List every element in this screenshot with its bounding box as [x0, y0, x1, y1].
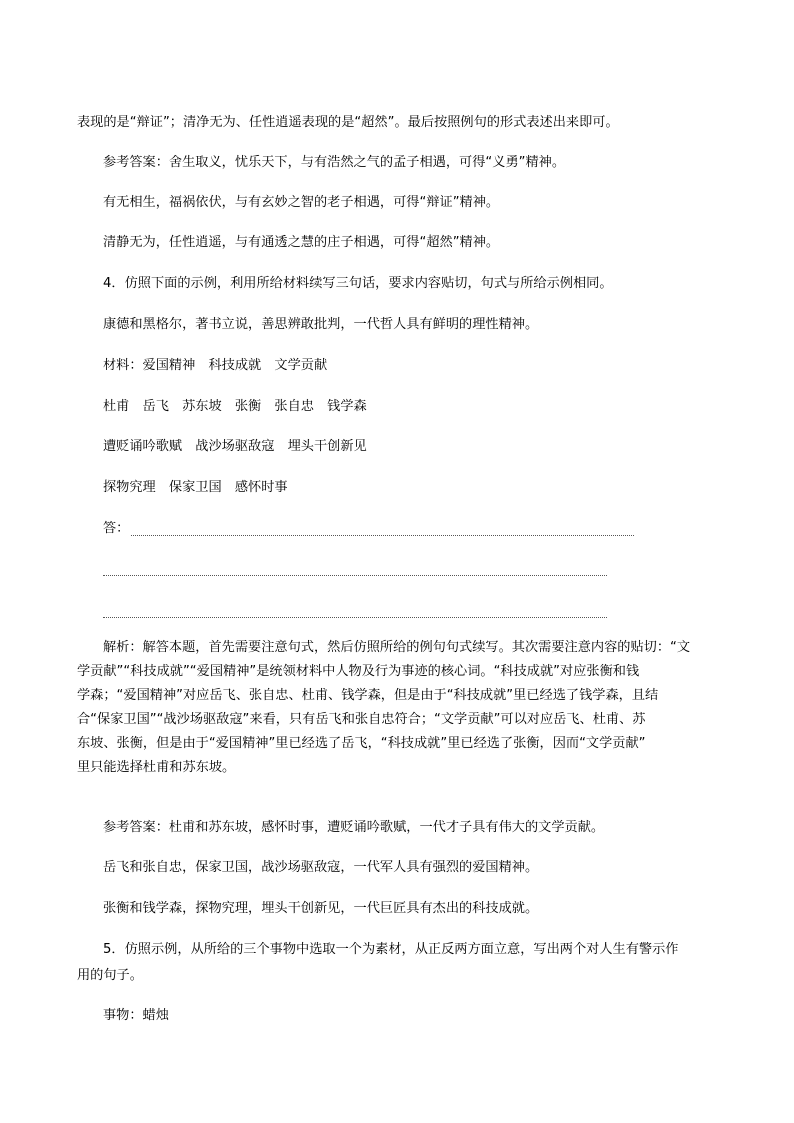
q4-analysis-line-1: 解析：解答本题，首先需要注意句式，然后仿照所给的例句句式续写。其次需要注意内容的贴切：“文: [103, 640, 691, 655]
answer-line-1[interactable]: [131, 535, 634, 536]
q4-people: 杜甫 岳飞 苏东坡 张衡 张自忠 钱学森: [103, 399, 367, 414]
q3-answer-3: 清静无为，任性逍遥，与有通透之慧的庄子相遇，可得“超然”精神。: [103, 235, 500, 250]
q3-answer-2: 有无相生，福祸依伏，与有玄妙之智的老子相遇，可得“辩证”精神。: [103, 195, 500, 210]
q4-material: 材料：爱国精神 科技成就 文学贡献: [103, 358, 328, 373]
q4-analysis-line-3: 学森；“爱国精神”对应岳飞、张自忠、杜甫、钱学森，但是由于“科技成就”里已经选了钱学森，且结: [77, 688, 659, 703]
q5-prompt-line-1: 5．仿照示例，从所给的三个事物中选取一个为素材，从正反两方面立意，写出两个对人生有警示作: [103, 942, 679, 957]
answer-line-3[interactable]: [103, 617, 607, 618]
q4-example: 康德和黑格尔，著书立说，善思辨敢批判，一代哲人具有鲜明的理性精神。: [103, 317, 539, 332]
q4-analysis-line-6: 里只能选择杜甫和苏东坡。: [77, 760, 236, 775]
q4-analysis-line-2: 学贡献”“科技成就”“爱国精神”是统领材料中人物及行为事迹的核心词。“科技成就”对应张衡和钱: [77, 664, 640, 679]
q4-analysis-line-4: 合“保家卫国”“战沙场驱敌寇”来看，只有岳飞和张自忠符合；“文学贡献”可以对应岳飞、杜甫、苏: [77, 712, 646, 727]
q4-answer-1: 参考答案：杜甫和苏东坡，感怀时事，遭贬诵吟歌赋，一代才子具有伟大的文学贡献。: [103, 820, 605, 835]
answer-label: 答：: [103, 521, 130, 536]
q3-answer-1: 参考答案：舍生取义，忧乐天下，与有浩然之气的孟子相遇，可得“义勇”精神。: [103, 155, 566, 170]
q4-answer-2: 岳飞和张自忠，保家卫国，战沙场驱敌寇，一代军人具有强烈的爱国精神。: [103, 860, 539, 875]
q5-item: 事物：蜡烛: [103, 1008, 169, 1023]
answer-line-2[interactable]: [103, 575, 607, 576]
q4-analysis-line-5: 东坡、张衡，但是由于“爱国精神”里已经选了岳飞，“科技成就”里已经选了张衡，因而“文学贡献”: [77, 736, 646, 751]
q4-deeds-1: 遭贬诵吟歌赋 战沙场驱敌寇 埋头干创新见: [103, 439, 367, 454]
q4-deeds-2: 探物究理 保家卫国 感怀时事: [103, 480, 288, 495]
q5-prompt-line-2: 用的句子。: [77, 968, 143, 983]
q4-answer-3: 张衡和钱学森，探物究理，埋头干创新见，一代巨匠具有杰出的科技成就。: [103, 901, 539, 916]
intro-text: 表现的是“辩证”；清净无为、任性逍遥表现的是“超然”。最后按照例句的形式表述出来即可。: [77, 115, 619, 130]
q4-prompt: 4．仿照下面的示例，利用所给材料续写三句话，要求内容贴切，句式与所给示例相同。: [103, 276, 613, 291]
